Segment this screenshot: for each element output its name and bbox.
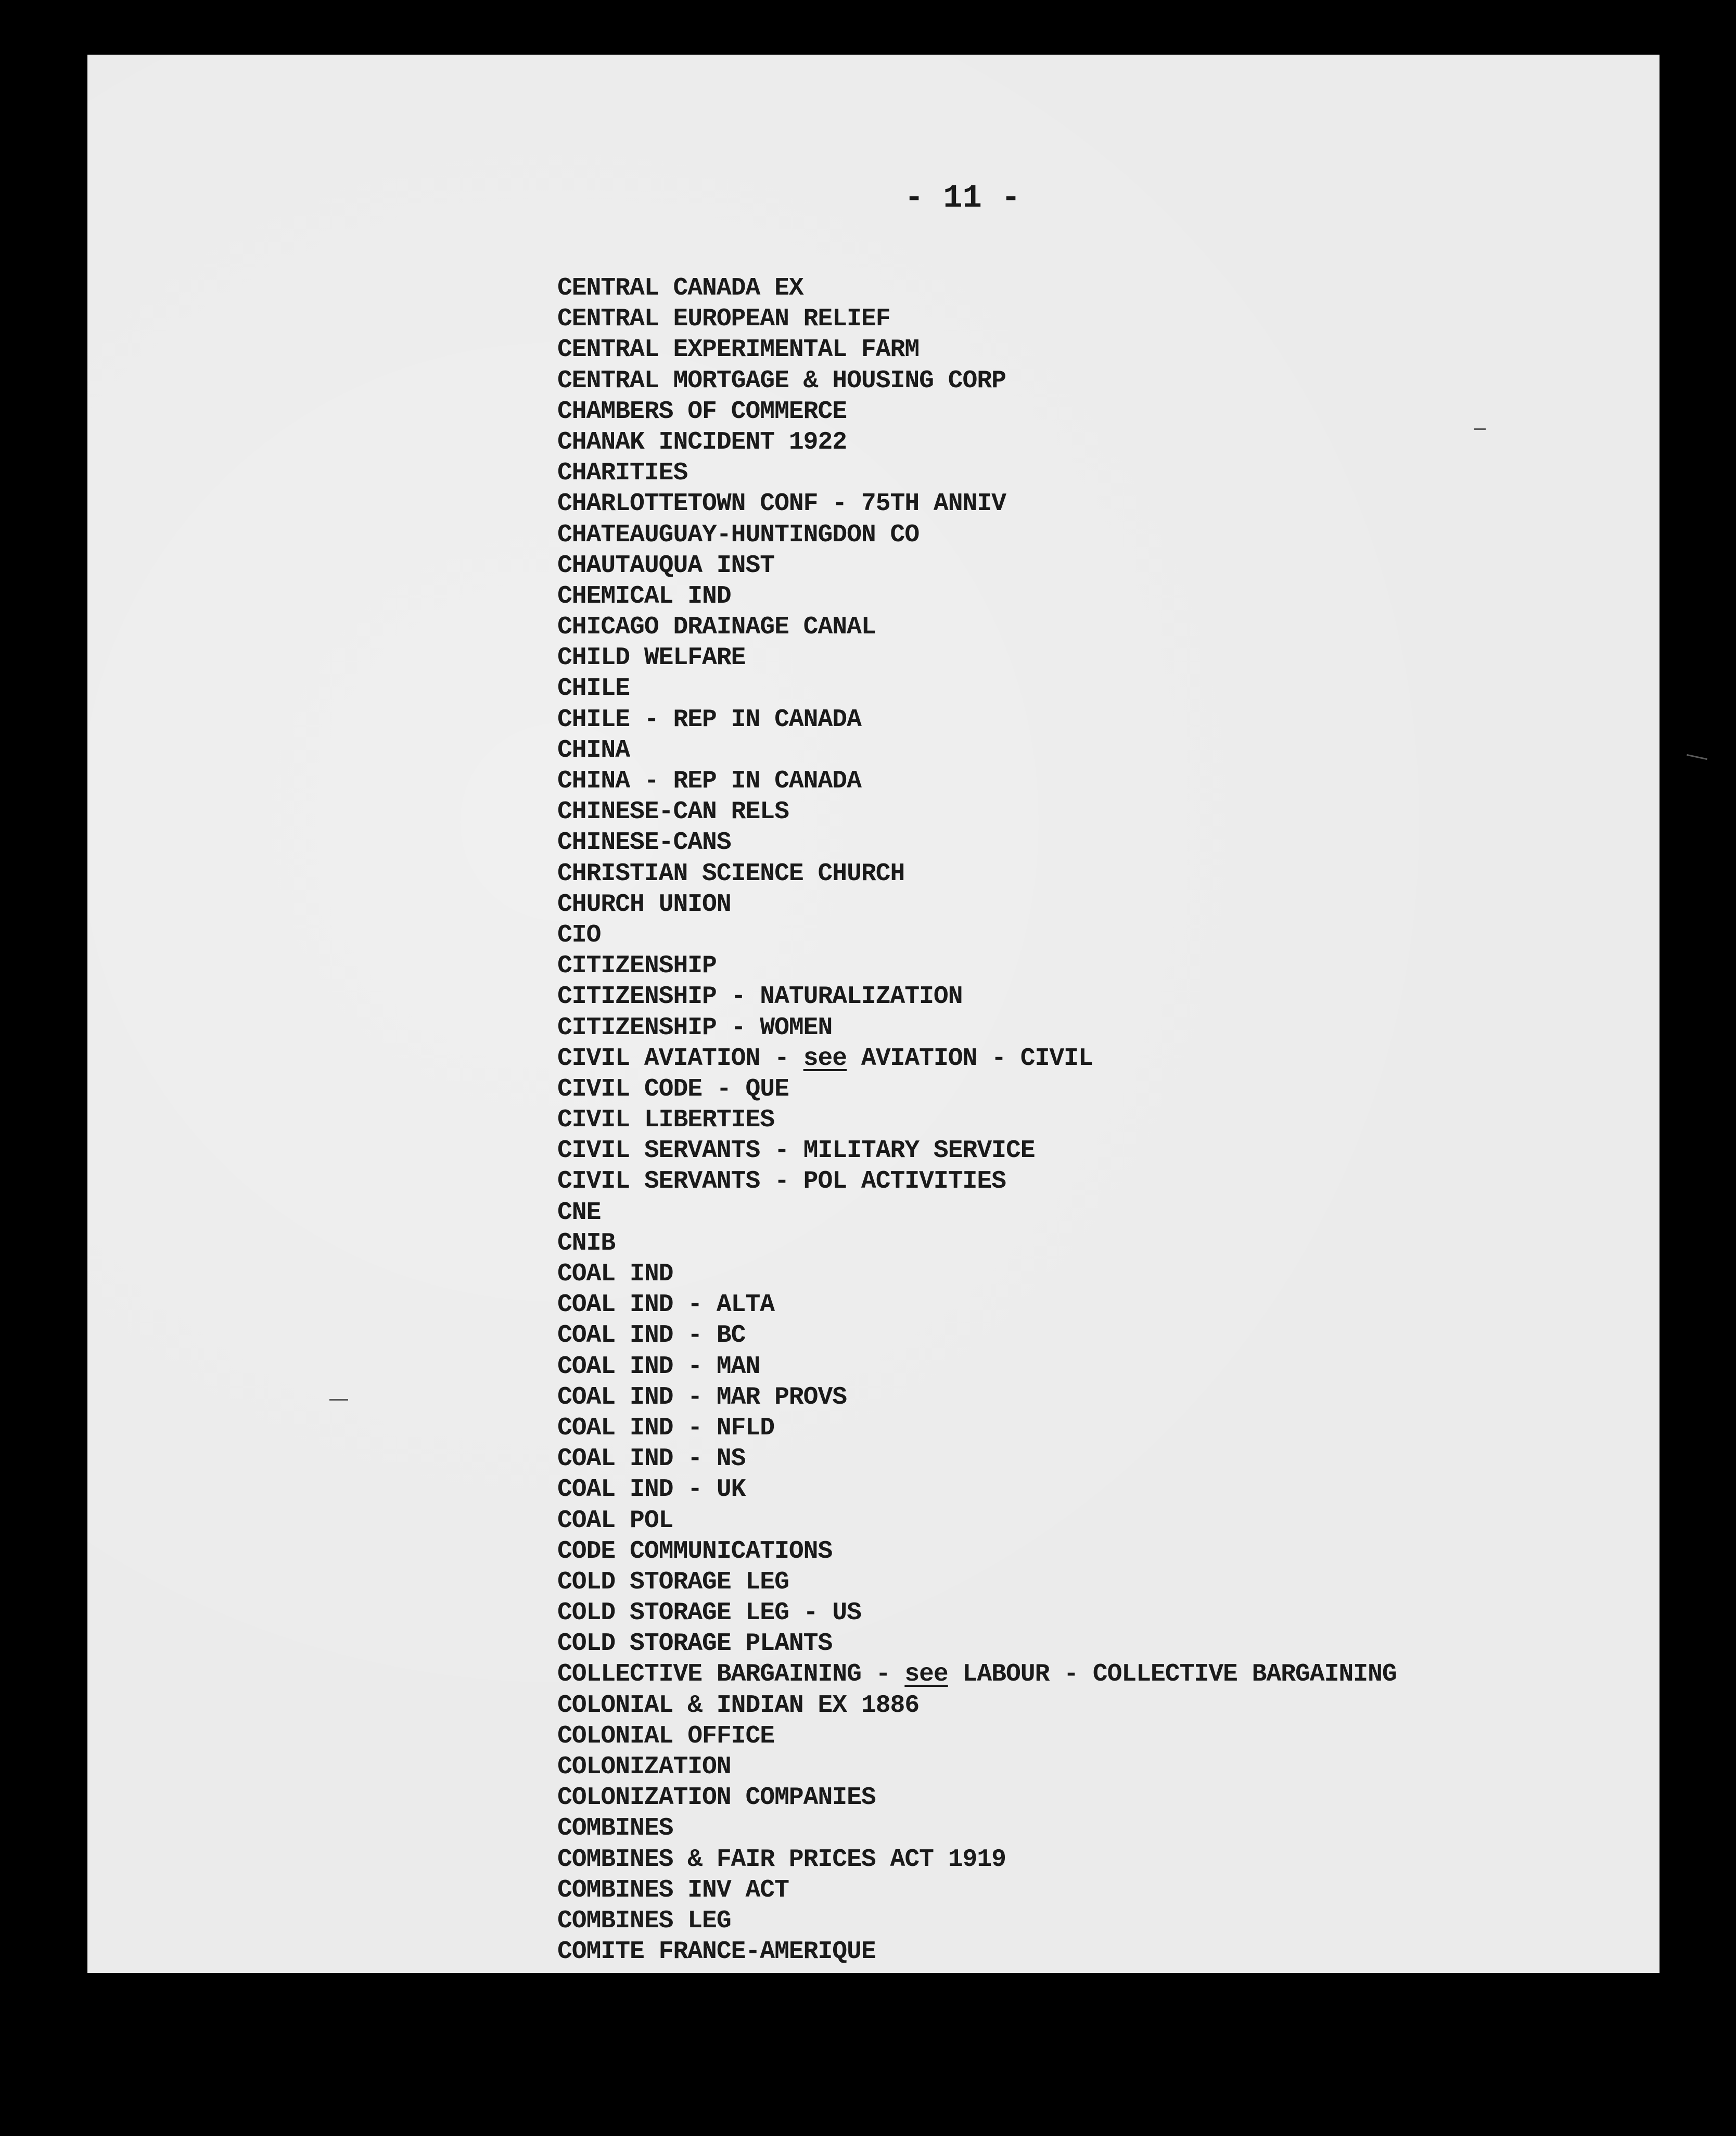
index-entry xyxy=(557,1721,1397,1752)
index-entry-text: CIO xyxy=(557,921,601,949)
index-entry xyxy=(557,1166,1397,1197)
stray-mark xyxy=(1474,428,1486,430)
index-entry xyxy=(557,735,1397,766)
index-entry-text: CITIZENSHIP xyxy=(557,952,717,981)
index-entry-text: CHINA xyxy=(557,736,630,765)
index-entry xyxy=(557,1352,1397,1382)
index-entry xyxy=(557,673,1397,704)
index-entry xyxy=(557,1228,1397,1259)
index-entry xyxy=(557,920,1397,951)
index-entry-text: CIVIL SERVANTS - MILITARY SERVICE xyxy=(557,1137,1035,1165)
index-entry xyxy=(557,1444,1397,1474)
index-entry-text: COLD STORAGE PLANTS xyxy=(557,1630,833,1658)
index-entry xyxy=(557,643,1397,673)
see-reference: see xyxy=(904,1660,948,1689)
index-entry xyxy=(557,1690,1397,1721)
index-entry-text: CODE COMMUNICATIONS xyxy=(557,1537,833,1566)
index-entry xyxy=(557,1659,1397,1690)
index-entry-text: COAL IND xyxy=(557,1260,673,1288)
index-entry-text: COAL POL xyxy=(557,1506,673,1535)
index-entry xyxy=(557,1937,1397,1967)
index-entry-text: COLD STORAGE LEG xyxy=(557,1568,789,1596)
index-entry xyxy=(557,273,1397,304)
index-entry xyxy=(557,828,1397,858)
index-entry xyxy=(557,520,1397,551)
index-entry-text: CITIZENSHIP - WOMEN xyxy=(557,1013,833,1042)
index-entry-text: COLLECTIVE BARGAINING - xyxy=(557,1660,905,1689)
index-entry xyxy=(557,766,1397,797)
index-entry-text: CIVIL CODE - QUE xyxy=(557,1075,789,1103)
index-entry xyxy=(557,1074,1397,1105)
index-entry-text: CHARLOTTETOWN CONF - 75TH ANNIV xyxy=(557,490,1006,518)
index-entry-text: CNE xyxy=(557,1198,601,1227)
index-entry-text: COMBINES xyxy=(557,1814,673,1843)
index-entry xyxy=(557,551,1397,581)
index-entry xyxy=(557,1906,1397,1937)
index-entry xyxy=(557,366,1397,397)
index-entry-text: CENTRAL EUROPEAN RELIEF xyxy=(557,305,890,334)
index-entry xyxy=(557,612,1397,643)
index-entry-text: CIVIL SERVANTS - POL ACTIVITIES xyxy=(557,1167,1006,1196)
index-entry xyxy=(557,1598,1397,1629)
index-entry xyxy=(557,1259,1397,1290)
stray-mark xyxy=(329,1399,348,1401)
index-entry-text: COAL IND - NS xyxy=(557,1445,746,1473)
see-target: AVIATION - CIVIL xyxy=(847,1044,1093,1073)
index-entry-text: CHAUTAUQUA INST xyxy=(557,551,775,580)
index-entry-text: CHILD WELFARE xyxy=(557,644,746,672)
index-entry xyxy=(557,1013,1397,1044)
index-entry-text: CENTRAL CANADA EX xyxy=(557,274,803,302)
index-entry xyxy=(557,982,1397,1012)
index-entry-text: CHINESE-CAN RELS xyxy=(557,798,789,827)
index-entry-text: COMITE FRANCE-AMERIQUE xyxy=(557,1938,876,1966)
index-entry xyxy=(557,1044,1397,1074)
index-entry-text: COAL IND - BC xyxy=(557,1321,746,1350)
index-entry-text: CIVIL AVIATION - xyxy=(557,1044,803,1073)
index-entry-text: CHINESE-CANS xyxy=(557,829,731,857)
index-entry xyxy=(557,335,1397,365)
index-entry-text: CHILE xyxy=(557,675,630,703)
index-entry xyxy=(557,1506,1397,1536)
index-entry xyxy=(557,1474,1397,1505)
index-entry xyxy=(557,1845,1397,1875)
index-entry-text: COAL IND - ALTA xyxy=(557,1291,775,1319)
index-entry-text: COMBINES LEG xyxy=(557,1906,731,1935)
index-entry-text: CHURCH UNION xyxy=(557,890,731,919)
stray-mark xyxy=(1687,754,1707,760)
index-entry-text: CIVIL LIBERTIES xyxy=(557,1106,775,1135)
index-entry-text: COLONIZATION COMPANIES xyxy=(557,1784,876,1812)
index-entry xyxy=(557,1105,1397,1136)
index-entry-text: COAL IND - MAR PROVS xyxy=(557,1383,847,1412)
page-number: - 11 - xyxy=(904,180,1021,217)
index-entry xyxy=(557,705,1397,735)
see-reference: see xyxy=(803,1044,847,1073)
index-entry-text: CHILE - REP IN CANADA xyxy=(557,705,861,734)
index-entry xyxy=(557,581,1397,612)
index-entry xyxy=(557,458,1397,489)
see-target: LABOUR - COLLECTIVE BARGAINING xyxy=(948,1660,1397,1689)
index-entry-text: CHICAGO DRAINAGE CANAL xyxy=(557,613,876,642)
index-entry xyxy=(557,797,1397,828)
index-entry xyxy=(557,1382,1397,1413)
subject-index-list xyxy=(557,273,1397,1967)
index-entry xyxy=(557,304,1397,335)
index-entry xyxy=(557,1875,1397,1906)
index-entry-text: CENTRAL EXPERIMENTAL FARM xyxy=(557,336,920,364)
index-entry xyxy=(557,489,1397,519)
index-entry xyxy=(557,397,1397,427)
index-entry-text: CHINA - REP IN CANADA xyxy=(557,767,861,795)
index-entry-text: COLONIAL OFFICE xyxy=(557,1722,775,1750)
index-entry xyxy=(557,1413,1397,1444)
index-entry xyxy=(557,1290,1397,1320)
document-page xyxy=(87,55,1660,1973)
index-entry xyxy=(557,1783,1397,1813)
index-entry xyxy=(557,889,1397,920)
index-entry-text: CHATEAUGUAY-HUNTINGDON CO xyxy=(557,520,920,549)
index-entry-text: CHRISTIAN SCIENCE CHURCH xyxy=(557,859,905,888)
index-entry xyxy=(557,1198,1397,1228)
index-entry-text: COMBINES INV ACT xyxy=(557,1876,789,1904)
index-entry xyxy=(557,427,1397,458)
index-entry xyxy=(557,1567,1397,1598)
index-entry-text: CHEMICAL IND xyxy=(557,582,731,611)
index-entry xyxy=(557,1629,1397,1659)
index-entry-text: COLONIZATION xyxy=(557,1753,731,1781)
index-entry-text: COAL IND - NFLD xyxy=(557,1414,775,1442)
index-entry xyxy=(557,1536,1397,1567)
index-entry-text: COAL IND - MAN xyxy=(557,1352,760,1381)
index-entry-text: COLONIAL & INDIAN EX 1886 xyxy=(557,1691,920,1720)
index-entry xyxy=(557,951,1397,982)
index-entry-text: CENTRAL MORTGAGE & HOUSING CORP xyxy=(557,366,1006,395)
index-entry-text: CHARITIES xyxy=(557,459,688,488)
index-entry xyxy=(557,1320,1397,1351)
index-entry-text: COMBINES & FAIR PRICES ACT 1919 xyxy=(557,1845,1006,1874)
index-entry-text: CHANAK INCIDENT 1922 xyxy=(557,428,847,456)
index-entry-text: CITIZENSHIP - NATURALIZATION xyxy=(557,983,963,1011)
index-entry-text: COLD STORAGE LEG - US xyxy=(557,1599,861,1628)
index-entry-text: COAL IND - UK xyxy=(557,1476,746,1504)
index-entry xyxy=(557,859,1397,889)
index-entry xyxy=(557,1136,1397,1166)
index-entry xyxy=(557,1752,1397,1783)
index-entry-text: CHAMBERS OF COMMERCE xyxy=(557,397,847,426)
index-entry xyxy=(557,1813,1397,1844)
index-entry-text: CNIB xyxy=(557,1229,616,1257)
